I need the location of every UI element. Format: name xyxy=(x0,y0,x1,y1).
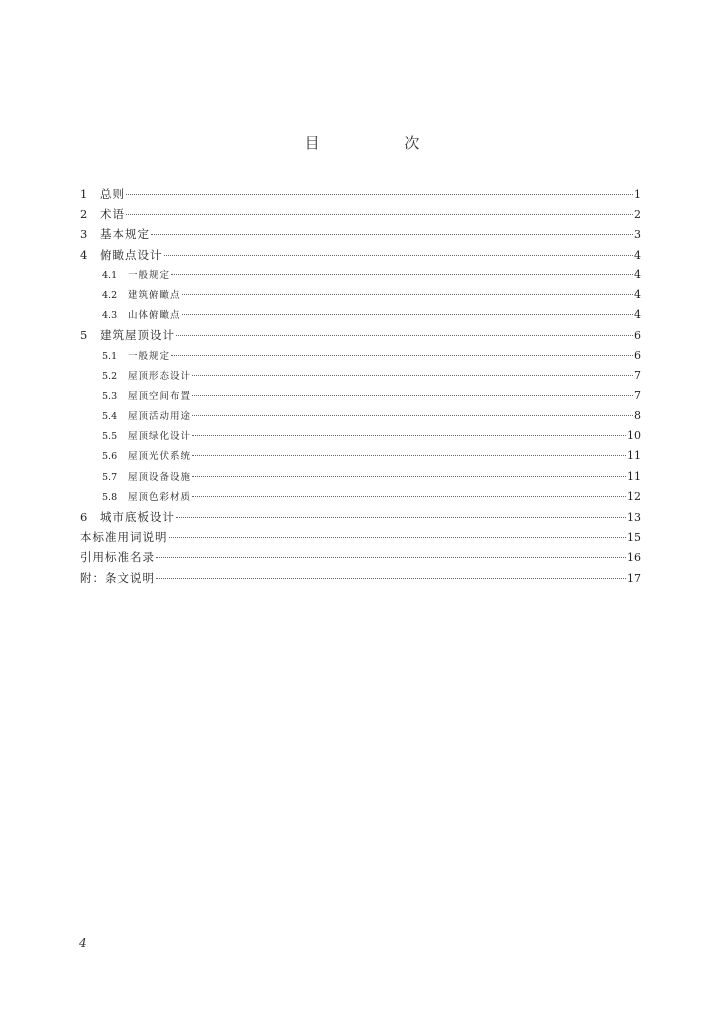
toc-entry-number: 5.3 xyxy=(102,390,118,402)
toc-entry-label: 屋顶活动用途 xyxy=(128,411,192,423)
toc-leader-dots xyxy=(126,194,633,195)
toc-entry-number: 5.6 xyxy=(102,451,118,463)
toc-entry-label: 俯瞰点设计 xyxy=(100,247,163,262)
toc-entry-label: 屋顶形态设计 xyxy=(128,370,192,382)
toc-entry-number: 4.2 xyxy=(102,289,118,301)
page-number: 4 xyxy=(79,936,87,950)
toc-leader-dots xyxy=(182,294,633,295)
toc-leader-dots xyxy=(171,274,633,275)
toc-entry-number: 5.7 xyxy=(102,471,118,483)
toc-entry[interactable] xyxy=(80,285,641,305)
toc-entry[interactable] xyxy=(80,527,641,547)
toc-entry-number: 6 xyxy=(80,510,88,524)
toc-entry-label: 附：条文说明 xyxy=(80,570,155,585)
toc-entry-number: 5.1 xyxy=(102,350,118,362)
toc-entry-number: 4.1 xyxy=(102,269,118,281)
toc-entry-label: 屋顶设备设施 xyxy=(128,471,192,483)
toc-entry-number: 4 xyxy=(80,247,88,262)
toc-entry[interactable] xyxy=(80,184,641,204)
toc-entry-label: 屋顶空间布置 xyxy=(128,390,192,402)
toc-entry-number: 1 xyxy=(80,187,88,201)
toc-leader-dots xyxy=(176,517,626,518)
toc-entry-page: 13 xyxy=(627,511,641,524)
toc-entry-number: 5.5 xyxy=(102,431,118,443)
toc-entry-number: 5.2 xyxy=(102,370,118,382)
page-title: 目 次 xyxy=(304,134,460,152)
toc-entry-label: 屋顶光伏系统 xyxy=(128,451,192,463)
toc-entry-label: 术语 xyxy=(100,207,125,222)
toc-entry-page: 4 xyxy=(634,267,641,281)
toc-entry[interactable] xyxy=(80,305,641,325)
toc-entry-number: 3 xyxy=(80,227,88,242)
toc-entry-page: 12 xyxy=(627,489,641,503)
toc-entry-number: 4.3 xyxy=(102,310,118,322)
toc-entry-page: 7 xyxy=(634,368,641,382)
toc-entry-number: 5.8 xyxy=(102,491,118,503)
toc-leader-dots xyxy=(126,214,633,215)
toc-entry-page: 6 xyxy=(634,329,641,343)
toc-entry-page: 4 xyxy=(634,248,641,262)
toc-leader-dots xyxy=(182,314,633,315)
toc-entry[interactable] xyxy=(80,265,641,285)
toc-entry-label: 山体俯瞰点 xyxy=(128,310,181,322)
toc-leader-dots xyxy=(176,335,633,336)
toc-entry[interactable] xyxy=(80,224,641,244)
toc-entry-label: 一般规定 xyxy=(128,269,171,281)
toc-entry-page: 11 xyxy=(627,469,641,483)
toc-entry-page: 4 xyxy=(634,308,641,322)
toc-leader-dots xyxy=(192,476,626,477)
toc-entry[interactable] xyxy=(80,245,641,265)
toc-entry[interactable] xyxy=(80,568,641,588)
toc-leader-dots xyxy=(192,395,633,396)
toc-entry-number: 5 xyxy=(80,328,88,343)
toc-entry-label: 基本规定 xyxy=(100,227,150,242)
toc-entry-page: 10 xyxy=(627,429,641,443)
toc-entry[interactable] xyxy=(80,507,641,527)
toc-entry-label: 总则 xyxy=(100,187,125,201)
toc-entry-page: 6 xyxy=(634,348,641,362)
toc-leader-dots xyxy=(192,435,626,436)
toc-entry-page: 15 xyxy=(627,531,641,545)
toc-entry-number: 2 xyxy=(80,207,88,222)
toc-leader-dots xyxy=(151,234,633,235)
toc-leader-dots xyxy=(192,455,626,456)
toc-entry-label: 屋顶色彩材质 xyxy=(128,491,192,503)
toc-entry-page: 11 xyxy=(627,449,641,463)
toc-entry-label: 城市底板设计 xyxy=(100,510,175,524)
toc-entry-page: 16 xyxy=(627,551,641,565)
toc-leader-dots xyxy=(192,415,633,416)
toc-entry[interactable] xyxy=(80,426,641,446)
toc-leader-dots xyxy=(156,557,626,558)
toc-entry-label: 一般规定 xyxy=(128,350,171,362)
toc-entry-page: 17 xyxy=(627,571,641,585)
toc-entry[interactable] xyxy=(80,487,641,507)
toc-entry-page: 8 xyxy=(634,409,641,423)
toc-entry-label: 屋顶绿化设计 xyxy=(128,431,192,443)
toc-entry[interactable] xyxy=(80,446,641,466)
toc-entry-page: 2 xyxy=(634,208,641,222)
toc-entry-label: 建筑屋顶设计 xyxy=(100,328,175,343)
toc-entry[interactable] xyxy=(80,547,641,567)
toc-entry-label: 本标准用词说明 xyxy=(80,530,168,545)
toc-entry-page: 3 xyxy=(634,228,641,242)
toc-leader-dots xyxy=(169,537,627,538)
toc-entry-label: 引用标准名录 xyxy=(80,550,155,565)
toc-entry[interactable] xyxy=(80,467,641,487)
toc-entry[interactable] xyxy=(80,366,641,386)
toc-leader-dots xyxy=(192,496,626,497)
toc-leader-dots xyxy=(156,578,626,579)
toc-entry[interactable] xyxy=(80,406,641,426)
toc-entry-label: 建筑俯瞰点 xyxy=(128,289,181,301)
toc-entry[interactable] xyxy=(80,346,641,366)
toc-leader-dots xyxy=(164,255,634,256)
table-of-contents xyxy=(80,184,641,588)
toc-entry-page: 7 xyxy=(634,388,641,402)
toc-entry[interactable] xyxy=(80,204,641,224)
toc-leader-dots xyxy=(171,355,633,356)
toc-entry-page: 1 xyxy=(634,188,641,201)
toc-entry[interactable] xyxy=(80,386,641,406)
toc-leader-dots xyxy=(192,375,633,376)
toc-entry-number: 5.4 xyxy=(102,411,118,423)
toc-entry[interactable] xyxy=(80,325,641,345)
toc-entry-page: 4 xyxy=(634,287,641,301)
